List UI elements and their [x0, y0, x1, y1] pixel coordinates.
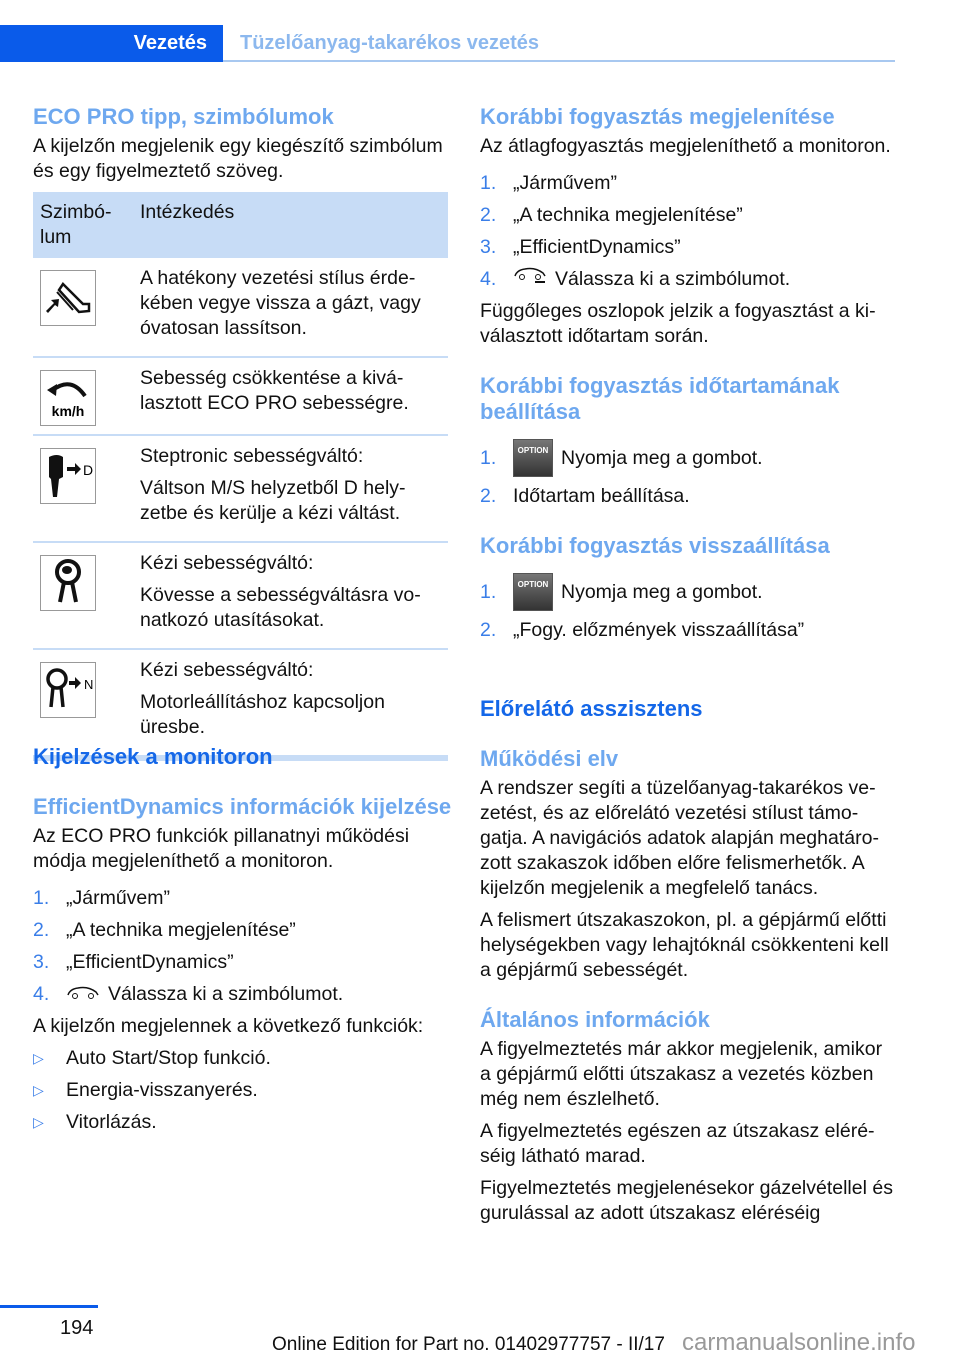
prev-note: Függőleges oszlopok jelzik a fogyasztást a kiválasztott időtartam során.	[480, 300, 876, 347]
list-item: 1. OPTION Nyomja meg a gombot.	[480, 439, 898, 477]
list-item: 2. „Fogy. előzmények visszaállítása”	[480, 619, 805, 641]
manual-to-neutral-icon	[40, 662, 96, 718]
kmh-reduce-icon	[40, 370, 96, 426]
list-item: ▷ Energia-visszanyerés.	[33, 1079, 258, 1101]
foot-off-pedal-icon	[40, 270, 96, 326]
ed-steps	[33, 886, 453, 1007]
list-item: 2. „A technika megjelenítése”	[480, 204, 743, 226]
list-item: 3. „EfficientDynamics”	[480, 236, 681, 258]
paragraph: A figyelmeztetés egészen az útszakasz eléréséig látható marad.	[480, 1120, 875, 1167]
option-button[interactable]: OPTION	[513, 573, 553, 611]
list-item: 1. „Járművem”	[33, 887, 171, 909]
row-text: Kövesse a sebességváltásra vonatkozó utasításokat.	[140, 584, 421, 631]
list-item: 3. „EfficientDynamics”	[33, 951, 234, 973]
assist-section	[480, 696, 898, 1233]
reset-steps	[480, 573, 898, 643]
list-item: 2. Időtartam beállítása.	[480, 485, 690, 507]
symbol-table	[33, 192, 448, 761]
footer-line	[0, 1305, 98, 1308]
row-text: Váltson M/S helyzetből D helyzetbe és kerülje a kézi váltást.	[140, 477, 406, 524]
prev-steps	[480, 171, 898, 292]
col-symbol: Szimbólum	[33, 192, 133, 258]
ed-intro: Az ECO PRO funkciók pillanatnyi működési módja megjeleníthető a monitoron.	[33, 825, 410, 872]
list-item: ▷ Auto Start/Stop funkció.	[33, 1047, 271, 1069]
left-column	[33, 104, 453, 761]
row-text: Sebesség csökkentése a kiválasztott ECO PRO sebességre.	[140, 367, 409, 414]
paragraph: Figyelmeztetés megjelenésekor gázelvétellel és gurulással az adott útszakasz eléréséig	[480, 1177, 893, 1224]
edition-text: Online Edition for Part no. 01402977757 - II/17	[272, 1334, 665, 1355]
car-symbol-icon	[66, 982, 102, 1007]
right-column	[480, 104, 898, 650]
row-text: Kézi sebességváltó:	[140, 659, 314, 681]
manual-gearshift-icon	[40, 555, 96, 611]
paragraph: A figyelmeztetés már akkor megjelenik, amikor a gépjármű előtti útszakasz a vezetés közben még nem észlelhető.	[480, 1038, 883, 1110]
svg-text:km/h: km/h	[51, 403, 85, 419]
svg-text:N: N	[84, 677, 93, 692]
option-button[interactable]: OPTION	[513, 439, 553, 477]
functions-intro: A kijelzőn megjelennek a következő funkciók:	[33, 1015, 424, 1037]
ed-heading: EfficientDynamics információk kijelzése	[33, 794, 452, 819]
section-title: Tüzelőanyag-takarékos vezetés	[240, 32, 540, 54]
row-text: Motorleállításhoz kapcsoljon üresbe.	[140, 691, 385, 738]
table-row	[33, 435, 448, 542]
page-number: 194	[60, 1317, 94, 1339]
general-heading: Általános információk	[480, 1007, 710, 1032]
list-item: 1. „Járművem”	[480, 172, 618, 194]
period-steps	[480, 439, 898, 509]
row-text: Steptronic sebességváltó:	[140, 445, 364, 467]
paragraph: A felismert útszakaszokon, pl. a gépjármű előtti helységekben vagy lehajtóknál csökkenteni kell a gépjármű sebességét.	[480, 909, 889, 981]
function-bullets	[33, 1046, 453, 1135]
eco-intro: A kijelzőn megjelenik egy kiegészítő szimbólum és egy figyelmeztető szöveg.	[33, 135, 443, 182]
table-row	[33, 649, 448, 758]
steptronic-to-d-icon	[40, 448, 96, 504]
prev-heading: Korábbi fogyasztás megjelenítése	[480, 104, 835, 129]
paragraph: A rendszer segíti a tüzelőanyag-takarékos vezetést, és az előrelátó vezetési stílust támogatja. A navigációs adatok alapján meghatározott szakaszok időben előre felismerhetők. A kijelzőn megjelenik a megfelelő tanács.	[480, 777, 879, 899]
period-heading: Korábbi fogyasztás időtartamának beállítása	[480, 373, 840, 424]
svg-text:D: D	[83, 462, 93, 478]
monitor-section	[33, 744, 453, 1142]
list-item: 4. Válassza ki a szimbólumot.	[480, 268, 791, 290]
chapter-tab[interactable]: Vezetés	[0, 25, 223, 62]
list-item: 1. OPTION Nyomja meg a gombot.	[480, 573, 898, 611]
reset-heading: Korábbi fogyasztás visszaállítása	[480, 533, 830, 558]
principle-heading: Működési elv	[480, 746, 619, 771]
eco-heading: ECO PRO tipp, szimbólumok	[33, 104, 334, 129]
assist-heading: Előrelátó asszisztens	[480, 696, 703, 721]
list-item: ▷ Vitorlázás.	[33, 1111, 157, 1133]
watermark: carmanualsonline.info	[682, 1329, 916, 1356]
header-divider	[223, 60, 895, 62]
prev-intro: Az átlagfogyasztás megjeleníthető a monitoron.	[480, 135, 891, 157]
table-row	[33, 258, 448, 357]
row-text: A hatékony vezetési stílus érdekében vegye vissza a gázt, vagy óvatosan lassítson.	[140, 267, 421, 339]
list-item: 4. Válassza ki a szimbólumot.	[33, 983, 344, 1005]
list-item: 2. „A technika megjelenítése”	[33, 919, 296, 941]
table-row	[33, 542, 448, 649]
row-text: Kézi sebességváltó:	[140, 552, 314, 574]
table-row	[33, 357, 448, 435]
car-history-icon	[513, 267, 549, 292]
monitor-heading: Kijelzések a monitoron	[33, 744, 273, 769]
col-action: Intézkedés	[133, 192, 448, 258]
